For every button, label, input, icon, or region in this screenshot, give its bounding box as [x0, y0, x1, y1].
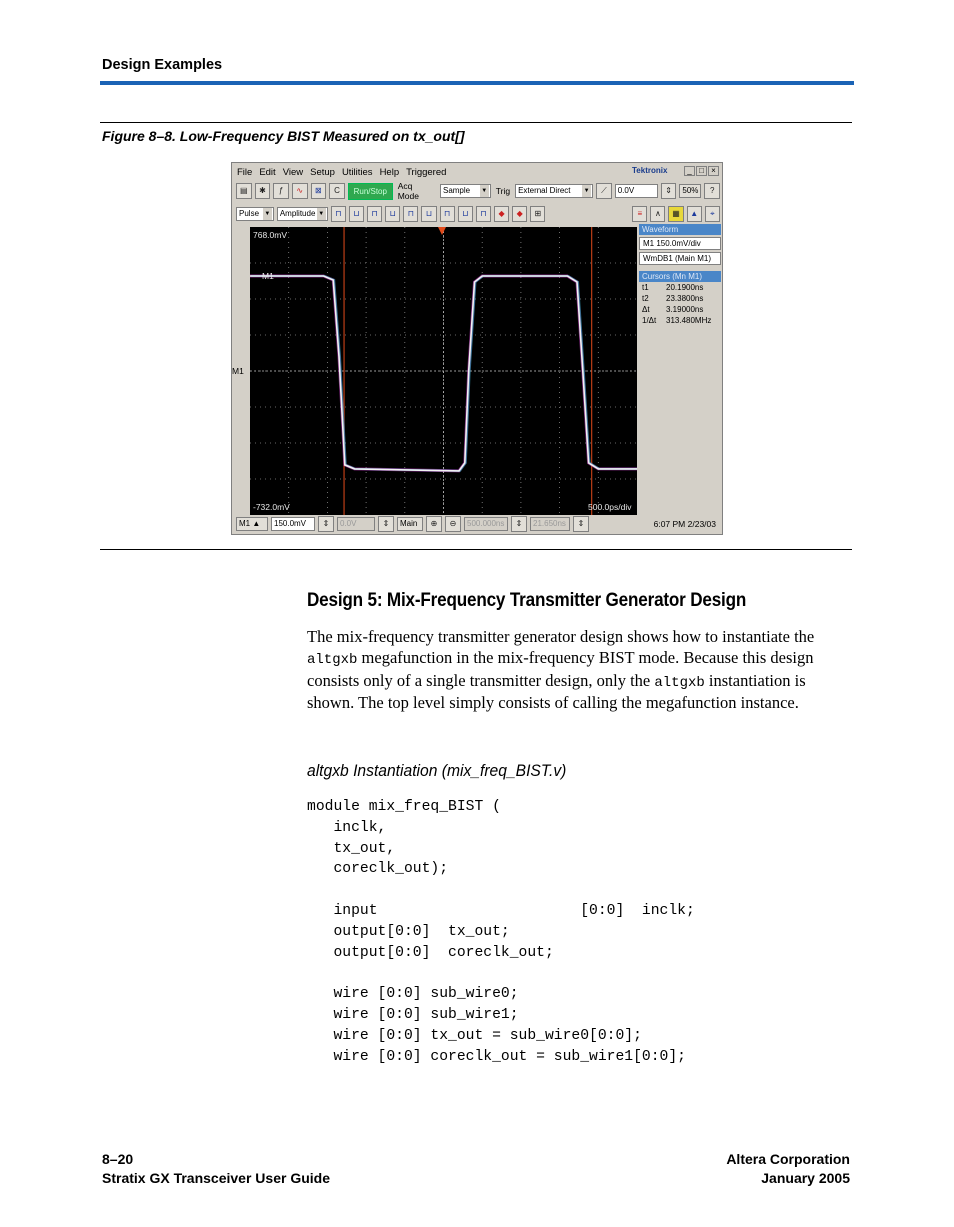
pos2-stepper-icon: ⇕	[573, 516, 589, 532]
waveform-item: WmDB1 (Main M1)	[639, 252, 721, 265]
view-icon-4: ▲	[687, 206, 702, 222]
cursor-row-delta: Δt 3.19000ns	[642, 305, 704, 314]
figure-caption: Figure 8–8. Low-Frequency BIST Measured on tx_out[]	[102, 128, 465, 144]
meas-icon-11: ◆	[512, 206, 527, 222]
help-icon: ?	[704, 183, 720, 199]
view-icon-2: ∧	[650, 206, 665, 222]
code-subheading: altgxb Instantiation (mix_freq_BIST.v)	[307, 761, 567, 780]
trig-label: Trig	[495, 186, 511, 196]
menu-help: Help	[379, 166, 400, 178]
footer-right	[726, 1150, 850, 1188]
close-icon: ×	[708, 166, 719, 176]
menu-utilities: Utilities	[341, 166, 373, 178]
meas-icon-7: ⊓	[440, 206, 455, 222]
m1-trace-marker: M1	[262, 271, 274, 281]
function-icon: ƒ	[273, 183, 289, 199]
para-text-2: megafunction in the mix-frequency BIST mode. Because this design consists only of a single transmitter design, only the	[307, 647, 814, 690]
tools-icon: ✱	[255, 183, 271, 199]
inline-code: altgxb	[654, 674, 705, 691]
cursors-header: Cursors (Mn M1)	[639, 271, 721, 282]
scale-stepper-icon: ⇕	[318, 516, 334, 532]
pos1-stepper-icon: ⇕	[511, 516, 527, 532]
position-field-2: 21.650ns	[530, 517, 570, 531]
meas-type-dropdown: Pulse ▼	[236, 207, 274, 221]
body-paragraph	[307, 627, 855, 714]
figure-top-rule	[100, 122, 852, 123]
side-panel	[639, 224, 721, 515]
page-number: 8–20	[102, 1151, 134, 1167]
footer-left	[102, 1150, 330, 1188]
maximize-icon: □	[696, 166, 707, 176]
cursor-row-freq: 1/Δt 313.480MHz	[642, 316, 712, 325]
scope-toolbar-1	[234, 181, 720, 201]
scope-brand-logo: Tektronix	[632, 166, 668, 175]
offset-stepper-icon: ⇕	[378, 516, 394, 532]
view-icon-1: ≡	[632, 206, 647, 222]
acq-mode-label: Acq Mode	[397, 181, 419, 201]
oscilloscope-screenshot	[231, 162, 723, 535]
meas-icon-3: ⊓	[367, 206, 382, 222]
scope-toolbar-2	[234, 204, 720, 224]
view-icon-5: ⌖	[705, 206, 720, 222]
top-scale-label: 768.0mV	[253, 230, 288, 240]
company-name: Altera Corporation	[726, 1151, 850, 1167]
code-block: module mix_freq_BIST ( inclk, tx_out, coreclk_out); input [0:0] inclk; output[0:0] tx_out; output[0:0] coreclk_out; wire [0:0] sub_wire0; wire [0:0] sub_wire1; wire [0:0] tx_out = sub_wire0[0:0]; wire [0:0] coreclk_out = sub_wire1[0:0];	[307, 799, 695, 1065]
channel-select: M1 ▲	[236, 517, 268, 531]
meas-icon-6: ⊔	[421, 206, 436, 222]
scope-bottom-bar	[234, 516, 720, 532]
trig-dropdown: External Direct ▼	[515, 184, 593, 198]
section-heading: Design 5: Mix-Frequency Transmitter Generator Design	[307, 590, 747, 611]
fifty-percent-button: 50%	[679, 184, 701, 198]
meas-icon-9: ⊓	[476, 206, 491, 222]
minimize-icon: _	[684, 166, 695, 176]
main-button: Main	[397, 517, 423, 531]
run-stop-button: Run/Stop	[348, 183, 393, 200]
meas-icon-10: ◆	[494, 206, 509, 222]
scale-field: 150.0mV	[271, 517, 315, 531]
acq-mode-dropdown: Sample ▼	[440, 184, 491, 198]
menu-setup: Setup	[310, 166, 335, 178]
scope-plot	[250, 227, 637, 515]
menu-status: Triggered	[406, 166, 447, 178]
position-field-1: 500.000ns	[464, 517, 508, 531]
meas-icon-5: ⊓	[403, 206, 418, 222]
publication-date: January 2005	[761, 1170, 850, 1186]
waveform-trace	[250, 276, 637, 471]
stepper-icon: ⇕	[661, 183, 677, 199]
clear-icon: C	[329, 183, 345, 199]
cursor-row-t1: t1 20.1900ns	[642, 283, 704, 292]
zoom-out-icon: ⊖	[445, 516, 461, 532]
timebase-label: 500.0ps/div	[588, 502, 632, 512]
meas-icon-8: ⊔	[458, 206, 473, 222]
offset-field: 0.0V	[337, 517, 375, 531]
bottom-scale-label: -732.0mV	[253, 502, 290, 512]
running-header: Design Examples	[102, 57, 223, 73]
meas-param-dropdown: Amplitude ▼	[277, 207, 328, 221]
guide-title: Stratix GX Transceiver User Guide	[102, 1170, 330, 1186]
trigger-marker-icon	[438, 227, 446, 235]
view-icon-3: ▦	[668, 206, 683, 222]
meas-icon-4: ⊔	[385, 206, 400, 222]
waveform-item: M1 150.0mV/div	[639, 237, 721, 250]
timestamp: 6:07 PM 2/23/03	[653, 519, 716, 529]
figure-bottom-rule	[100, 549, 852, 550]
m1-ground-marker: M1	[232, 366, 244, 376]
para-text-1: The mix-frequency transmitter generator design shows how to instantiate the	[307, 627, 815, 646]
menu-edit: Edit	[259, 166, 276, 178]
waveform-header: Waveform	[639, 224, 721, 235]
cursor-icon: ⊠	[311, 183, 327, 199]
para-text-3: instantiation is shown. The top level simply consists of calling the megafunction instance.	[307, 670, 806, 713]
cursor-row-t2: t2 23.3800ns	[642, 294, 704, 303]
meas-icon-12: ⊞	[530, 206, 545, 222]
zoom-in-icon: ⊕	[426, 516, 442, 532]
print-icon: ▤	[236, 183, 252, 199]
menu-view: View	[282, 166, 304, 178]
menu-file: File	[237, 166, 253, 178]
waveform-icon: ∿	[292, 183, 308, 199]
header-rule	[100, 81, 854, 85]
meas-icon-1: ⊓	[331, 206, 346, 222]
scope-graticule	[250, 227, 637, 515]
inline-code: altgxb	[307, 651, 358, 668]
slope-icon: ⟋	[596, 183, 612, 199]
trigger-level-field: 0.0V	[615, 184, 658, 198]
meas-icon-2: ⊔	[349, 206, 364, 222]
